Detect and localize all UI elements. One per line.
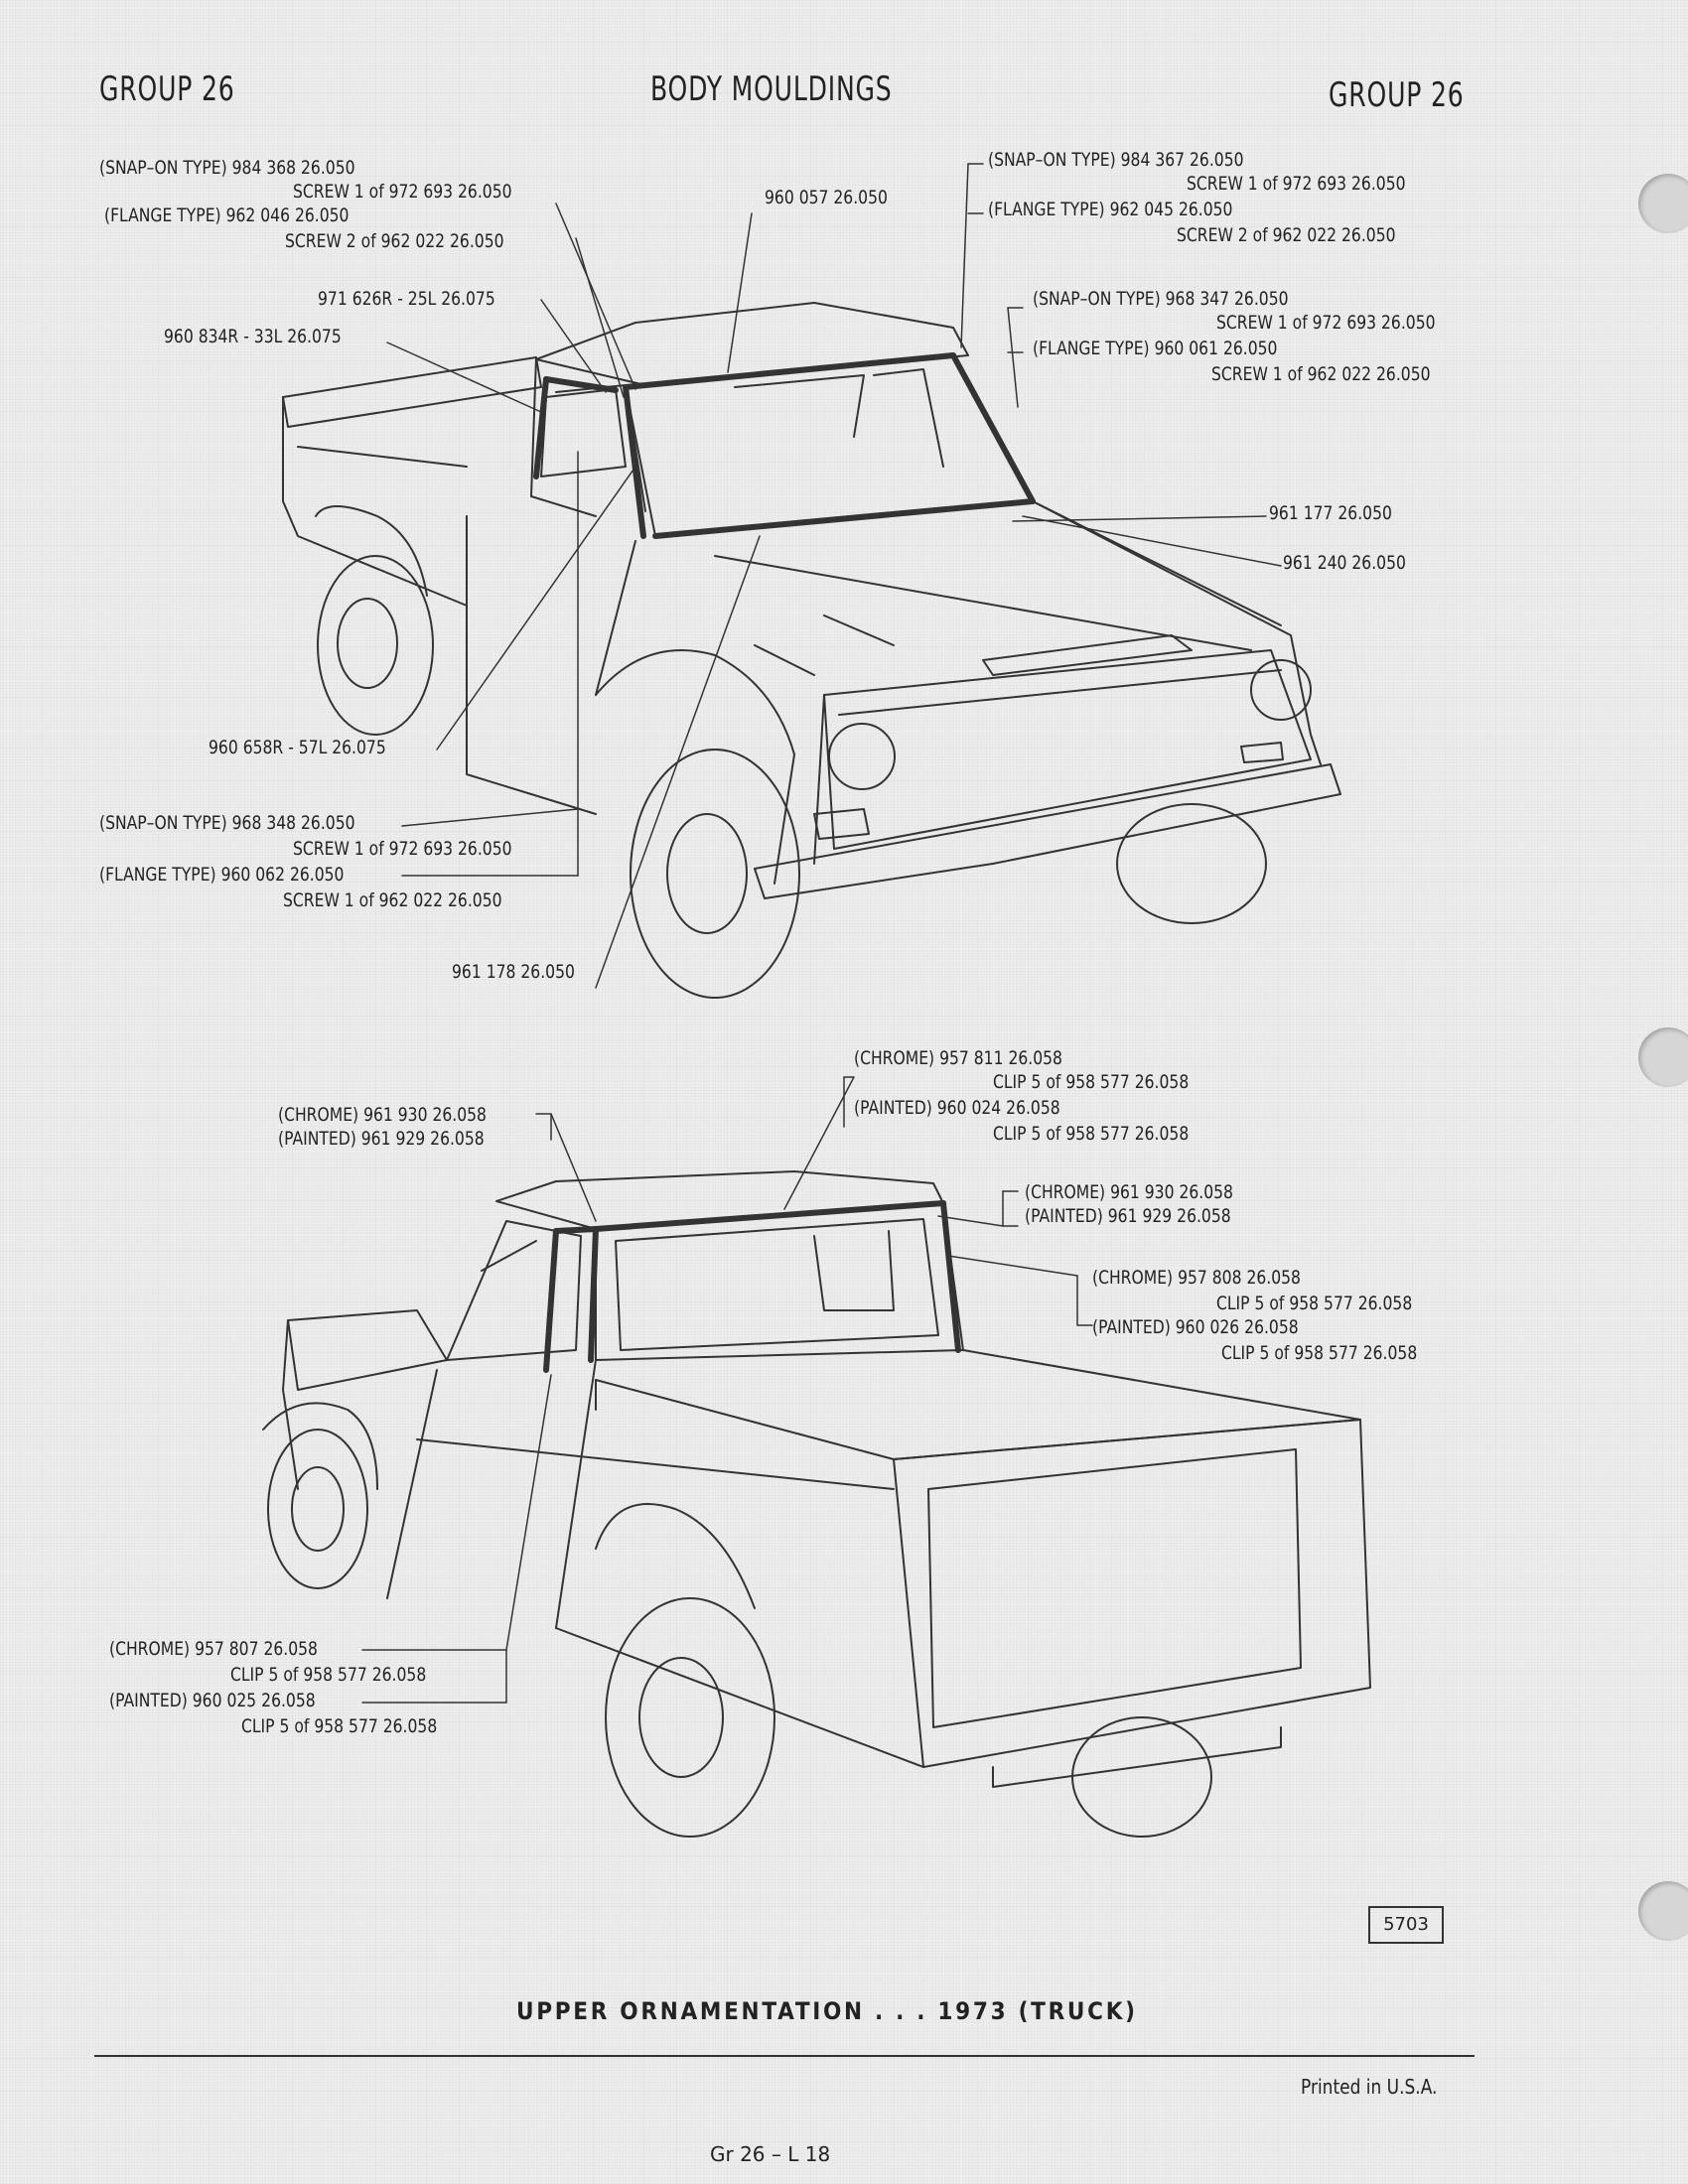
header-group-right: GROUP 26	[1329, 75, 1465, 115]
top-label-21: (FLANGE TYPE) 960 062 26.050	[99, 864, 345, 886]
top-label-19: (SNAP–ON TYPE) 968 348 26.050	[99, 812, 355, 834]
bottom-label-16: CLIP 5 of 958 577 26.058	[241, 1715, 438, 1737]
top-label-1: (SNAP–ON TYPE) 984 368 26.050	[99, 157, 355, 179]
top-label-16: 961 177 26.050	[1269, 502, 1392, 524]
bottom-label-12: CLIP 5 of 958 577 26.058	[1221, 1342, 1418, 1364]
top-label-10: (FLANGE TYPE) 962 045 26.050	[988, 199, 1233, 220]
top-label-20: SCREW 1 of 972 693 26.050	[293, 838, 512, 860]
bottom-label-5: (CHROME) 961 930 26.058	[278, 1104, 487, 1126]
top-label-17: 961 240 26.050	[1283, 552, 1406, 574]
printed-note: Printed in U.S.A.	[1301, 2075, 1438, 2099]
bottom-label-1: (CHROME) 957 811 26.058	[854, 1047, 1062, 1069]
bottom-label-4: CLIP 5 of 958 577 26.058	[993, 1123, 1190, 1145]
top-label-18: 960 658R - 57L 26.075	[209, 737, 386, 758]
top-label-7: 960 057 26.050	[765, 187, 888, 208]
bottom-label-3: (PAINTED) 960 024 26.058	[854, 1097, 1060, 1119]
top-label-6: 960 834R - 33L 26.075	[164, 326, 342, 347]
figure-caption: UPPER ORNAMENTATION . . . 1973 (TRUCK)	[516, 1997, 1138, 2025]
top-label-8: (SNAP–ON TYPE) 984 367 26.050	[988, 149, 1244, 171]
top-label-14: (FLANGE TYPE) 960 061 26.050	[1033, 338, 1278, 359]
top-label-11: SCREW 2 of 962 022 26.050	[1177, 224, 1396, 246]
top-label-12: (SNAP–ON TYPE) 968 347 26.050	[1033, 288, 1289, 310]
top-label-15: SCREW 1 of 962 022 26.050	[1211, 363, 1431, 385]
bottom-label-7: (CHROME) 961 930 26.058	[1025, 1181, 1233, 1203]
top-label-22: SCREW 1 of 962 022 26.050	[283, 889, 502, 911]
top-label-4: SCREW 2 of 962 022 26.050	[285, 230, 504, 252]
bottom-label-13: (CHROME) 957 807 26.058	[109, 1638, 318, 1660]
bottom-label-10: CLIP 5 of 958 577 26.058	[1216, 1293, 1413, 1314]
bottom-label-9: (CHROME) 957 808 26.058	[1092, 1267, 1301, 1289]
page-number: Gr 26 – L 18	[710, 2142, 831, 2166]
top-label-3: (FLANGE TYPE) 962 046 26.050	[104, 205, 350, 226]
bottom-label-14: CLIP 5 of 958 577 26.058	[230, 1664, 427, 1686]
top-label-9: SCREW 1 of 972 693 26.050	[1187, 173, 1406, 195]
bottom-label-6: (PAINTED) 961 929 26.058	[278, 1128, 485, 1150]
header-title: BODY MOULDINGS	[650, 69, 893, 109]
top-label-23: 961 178 26.050	[452, 961, 575, 983]
top-label-2: SCREW 1 of 972 693 26.050	[293, 181, 512, 203]
bottom-label-8: (PAINTED) 961 929 26.058	[1025, 1205, 1231, 1227]
figure-number: 5703	[1368, 1906, 1444, 1944]
footer-divider	[94, 2055, 1475, 2057]
bottom-label-11: (PAINTED) 960 026 26.058	[1092, 1316, 1299, 1338]
top-label-5: 971 626R - 25L 26.075	[318, 288, 495, 310]
header-group-left: GROUP 26	[99, 69, 235, 109]
bottom-label-2: CLIP 5 of 958 577 26.058	[993, 1071, 1190, 1093]
bottom-label-15: (PAINTED) 960 025 26.058	[109, 1690, 316, 1711]
top-label-13: SCREW 1 of 972 693 26.050	[1216, 312, 1436, 334]
